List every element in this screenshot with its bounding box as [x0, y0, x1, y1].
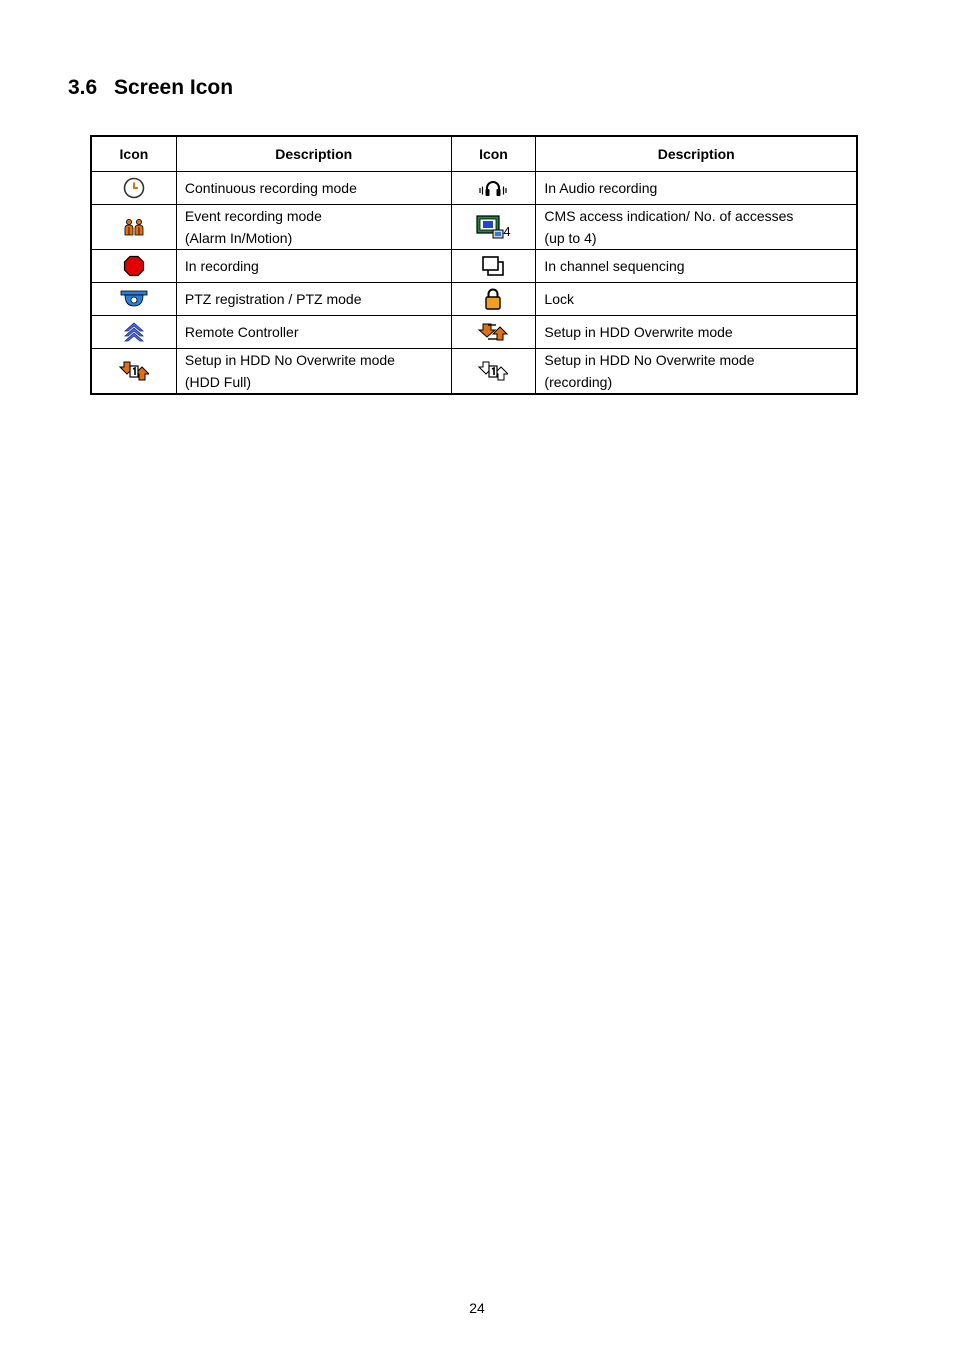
description-line: Setup in HDD Overwrite mode [544, 324, 733, 340]
page-number: 24 [469, 1300, 485, 1316]
description-line: CMS access indication/ No. of accesses [544, 208, 794, 224]
table-row [91, 205, 857, 250]
table-row [91, 349, 857, 395]
icon-cell [451, 283, 536, 316]
description-line: PTZ registration / PTZ mode [184, 291, 362, 307]
monitor-icon [476, 215, 504, 239]
header-description-2: Description [536, 136, 857, 172]
icon-cell [91, 316, 176, 349]
description-line: In Audio recording [544, 180, 658, 196]
description-cell [176, 349, 451, 395]
screen-icon-table [90, 135, 858, 395]
hdd-no-overwrite-recording-icon [478, 361, 508, 381]
description-line: Event recording mode [184, 208, 322, 224]
clock-icon [123, 177, 145, 199]
section-heading [68, 76, 233, 100]
description-line: (recording) [544, 374, 613, 390]
section-title: Screen Icon [114, 76, 234, 99]
header-description-1: Description [176, 136, 451, 172]
description-cell [536, 250, 857, 283]
description-line: (up to 4) [544, 230, 597, 246]
header-icon-2: Icon [451, 136, 536, 172]
table-row [91, 250, 857, 283]
icon-cell [91, 250, 176, 283]
description-cell [536, 172, 857, 205]
description-cell [176, 283, 451, 316]
icon-cell [451, 172, 536, 205]
header-icon-1: Icon [91, 136, 176, 172]
table-row [91, 316, 857, 349]
description-line: Setup in HDD No Overwrite mode [184, 352, 395, 368]
description-cell [536, 349, 857, 395]
section-number: 3.6 [68, 76, 98, 99]
sequence-icon [481, 255, 505, 277]
description-line: (Alarm In/Motion) [184, 230, 293, 246]
description-line: Setup in HDD No Overwrite mode [544, 352, 755, 368]
description-cell [176, 205, 451, 250]
table-row [91, 283, 857, 316]
description-cell [176, 250, 451, 283]
description-line: Continuous recording mode [184, 180, 357, 196]
description-cell [176, 316, 451, 349]
ptz-camera-icon [120, 290, 148, 308]
lock-icon [484, 287, 502, 311]
description-line: In channel sequencing [544, 258, 685, 274]
icon-cell [451, 205, 536, 250]
cms-access-count: 4 [503, 224, 511, 240]
headphones-icon [478, 179, 508, 197]
description-line: (HDD Full) [184, 374, 251, 390]
hdd-no-overwrite-full-icon [119, 361, 149, 381]
icon-cell [451, 349, 536, 395]
icon-cell [91, 205, 176, 250]
icon-cell [451, 316, 536, 349]
icon-cell [91, 172, 176, 205]
description-line: Lock [544, 291, 574, 307]
remote-controller-icon [123, 321, 145, 343]
description-cell [536, 205, 857, 250]
description-cell [176, 172, 451, 205]
description-cell [536, 316, 857, 349]
icon-cell [91, 349, 176, 395]
record-icon [123, 255, 145, 277]
description-line: Remote Controller [184, 324, 299, 340]
description-cell [536, 283, 857, 316]
table-row [91, 172, 857, 205]
hdd-overwrite-icon [478, 322, 508, 342]
description-line: In recording [184, 258, 259, 274]
icon-cell [451, 250, 536, 283]
table-header-row [91, 136, 857, 172]
people-icon [123, 218, 145, 236]
icon-cell [91, 283, 176, 316]
